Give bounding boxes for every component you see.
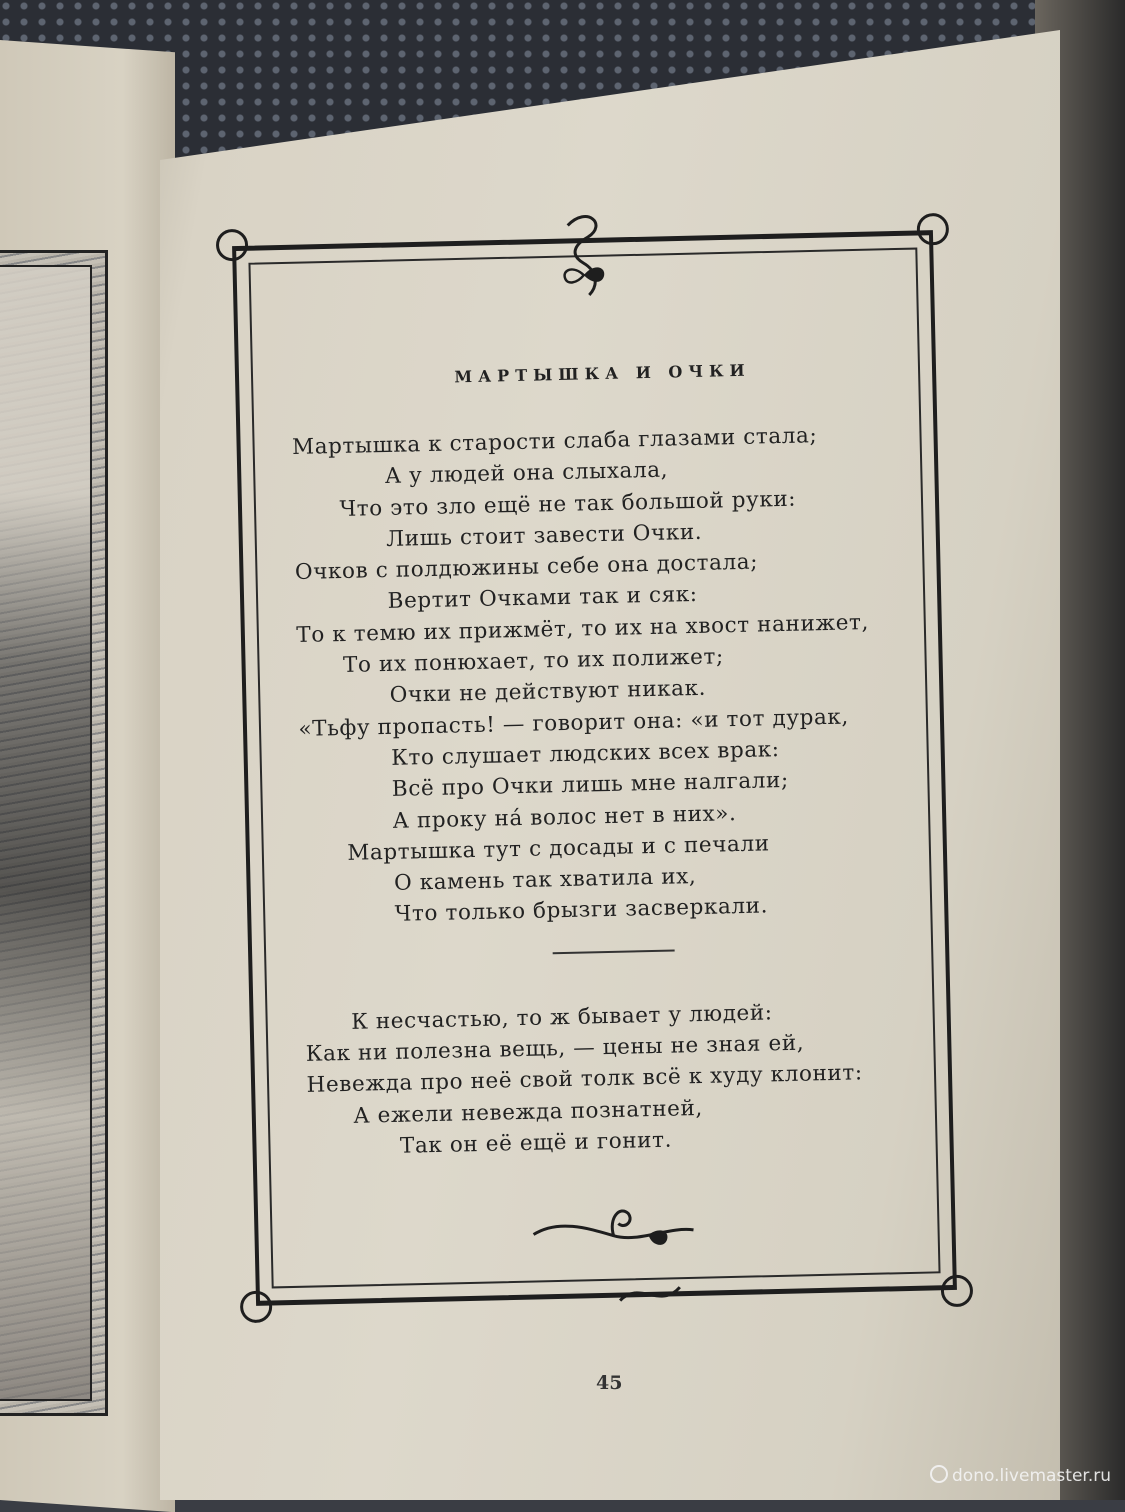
illustration-engraving — [0, 265, 92, 1401]
poem-line: А проку нá волос нет в них». — [392, 800, 737, 834]
poem-line: Лишь стоит завести Очки. — [385, 519, 703, 552]
poem-line: Всё про Очки лишь мне налгали; — [391, 768, 790, 803]
poem-line: Кто слушает людских всех врак: — [390, 737, 780, 771]
poem-line: Как ни полезна вещь, — цены не зная ей, — [305, 1030, 805, 1067]
bottom-flourish-ornament — [528, 1196, 699, 1260]
stanza-divider — [553, 949, 675, 954]
poem-line: Очков с полдюжины себе она достала; — [294, 549, 759, 586]
livemaster-logo-icon — [930, 1465, 948, 1483]
watermark-text: dono.livemaster.ru — [952, 1466, 1111, 1486]
stanza-2-moral — [277, 993, 960, 1165]
poem-line: Так он её ещё и гонит. — [399, 1127, 673, 1159]
poem-line: Мартышка к старости слаба глазами стала; — [291, 423, 818, 461]
poem-line: О камень так хватила их, — [393, 864, 697, 897]
poem-line: То их понюхает, то их полижет; — [342, 644, 725, 679]
poem-line: Что это зло ещё не так большой руки: — [339, 486, 797, 522]
poem-line: Вертит Очками так и сяк: — [387, 582, 698, 615]
top-flourish-ornament — [547, 214, 619, 296]
left-page-illustration — [0, 250, 108, 1416]
poem-line: А у людей она слыхала, — [384, 457, 669, 490]
corner-flourish-top-left — [216, 229, 249, 262]
bottom-crossing-flourish — [620, 1279, 681, 1310]
poem-line: Очки не действуют никак. — [389, 676, 707, 709]
poem-line: Невежда про неё свой толк всё к худу клонит: — [306, 1060, 863, 1099]
poem-line: То к темю их прижмёт, то их на хвост нанижет, — [296, 609, 870, 648]
watermark — [930, 1465, 1111, 1486]
poem-line: «Тьфу пропасть! — говорит она: «и тот дурак, — [298, 704, 850, 742]
stanza-1 — [264, 417, 955, 933]
poem-line: К несчастью, то ж бывает у людей: — [350, 1000, 773, 1035]
poem-block — [262, 342, 960, 1164]
page-number: 45 — [596, 1372, 623, 1394]
poem-line: Что только брызги засверкали. — [394, 893, 769, 928]
poem-title: МАРТЫШКА И ОЧКИ — [454, 360, 751, 387]
poem-line: Мартышка тут с досады и с печали — [347, 831, 770, 866]
poem-line: А ежели невежда познатней, — [353, 1095, 704, 1129]
